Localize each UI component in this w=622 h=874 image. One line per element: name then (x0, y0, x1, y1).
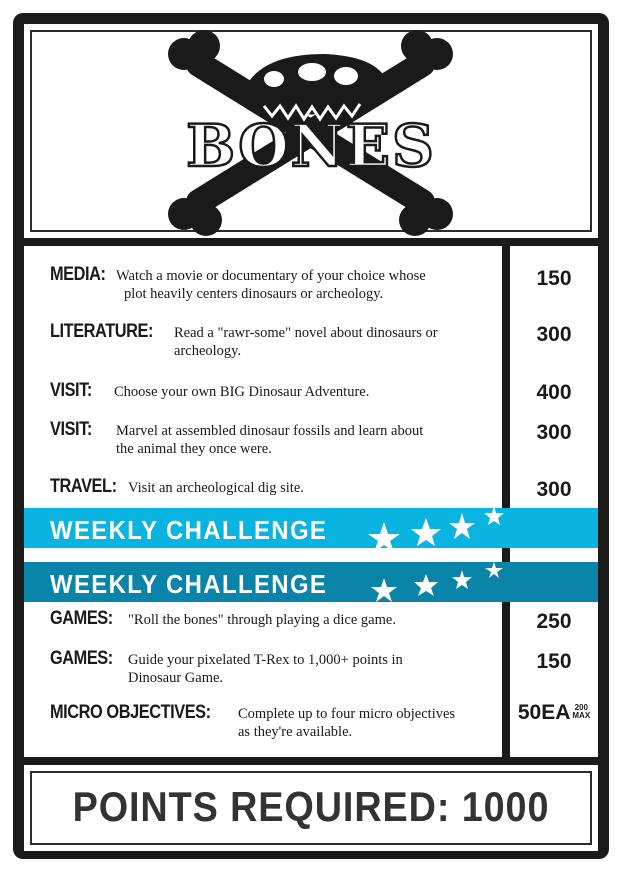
description-line: Watch a movie or documentary of your choice whose (116, 268, 426, 284)
description-line: Visit an archeological dig site. (128, 480, 304, 496)
category-label: VISIT: (50, 419, 92, 440)
points-note-top: 200 (574, 703, 588, 712)
points-note (572, 704, 590, 720)
description-line: archeology. (174, 343, 242, 359)
description-line: Dinosaur Game. (128, 670, 224, 686)
weekly-challenge-band (24, 508, 598, 548)
description-line: the animal they once were. (116, 441, 272, 457)
category-label: MICRO OBJECTIVES: (50, 702, 211, 723)
weekly-challenge-label: WEEKLY CHALLENGE (50, 515, 328, 545)
points-value: 50EA (517, 701, 571, 724)
bones-logo-text: BONES (186, 112, 436, 180)
points-note-bottom: MAX (572, 711, 591, 720)
category-label: MEDIA: (50, 264, 106, 285)
points-value-micro (510, 701, 598, 725)
points-column (510, 246, 598, 757)
description-line: Guide your pixelated T-Rex to 1,000+ points in (128, 652, 403, 668)
points-value: 300 (536, 478, 572, 501)
description-line: Marvel at assembled dinosaur fossils and learn about (116, 423, 424, 439)
description-line: as they're available. (238, 724, 353, 740)
header-panel (24, 24, 598, 238)
category-label: GAMES: (50, 608, 113, 629)
description-line: Choose your own BIG Dinosaur Adventure. (114, 384, 370, 400)
points-value: 400 (536, 381, 572, 404)
description-line: plot heavily centers dinosaurs or archeology. (124, 286, 384, 302)
footer-panel (24, 765, 598, 851)
points-value: 150 (536, 267, 572, 290)
points-required: POINTS REQUIRED: 1000 (72, 783, 550, 830)
description-line: Complete up to four micro objectives (238, 706, 456, 722)
points-value: 300 (536, 323, 572, 346)
category-label: TRAVEL: (50, 476, 117, 497)
points-value: 150 (536, 650, 572, 673)
description-line: "Roll the bones" through playing a dice game. (128, 612, 396, 628)
category-label: VISIT: (50, 380, 92, 401)
weekly-challenge-label: WEEKLY CHALLENGE (50, 569, 328, 599)
activity-list (24, 246, 502, 757)
stars-icon (354, 508, 514, 548)
stars-icon (354, 562, 514, 602)
category-label: LITERATURE: (50, 321, 153, 342)
bones-logo (24, 24, 598, 238)
points-value: 300 (536, 421, 572, 444)
weekly-challenge-band (24, 562, 598, 602)
description-line: Read a "rawr-some" novel about dinosaurs or (174, 325, 438, 341)
category-label: GAMES: (50, 648, 113, 669)
points-value: 250 (536, 610, 572, 633)
